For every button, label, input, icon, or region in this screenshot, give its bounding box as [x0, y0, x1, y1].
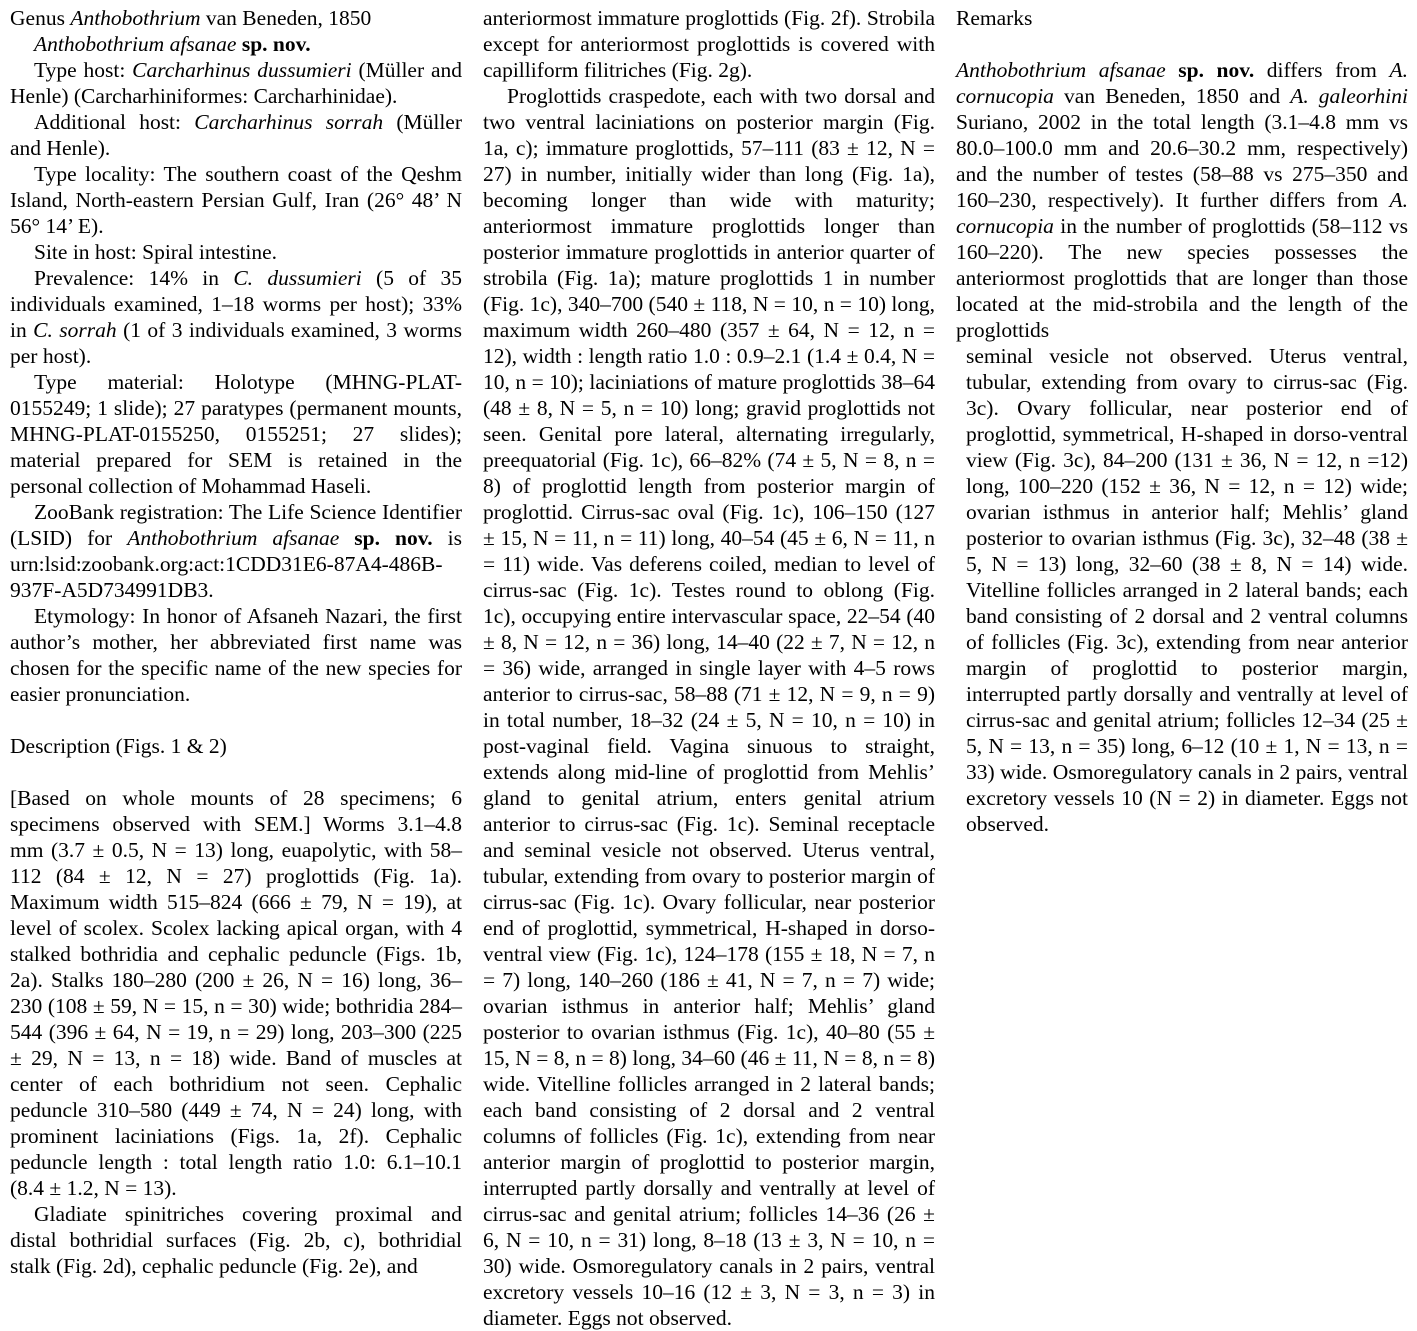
italic-text: A. galeorhini — [1290, 84, 1408, 108]
column-1 — [10, 5, 462, 1331]
paragraph: Type locality: The southern coast of the Qeshm Island, North-eastern Persian Gulf, Iran (26° 48’ N 56° 14’ E). — [10, 162, 462, 238]
italic-text: Carcharhinus dussumieri — [132, 58, 352, 82]
italic-text: Anthobothrium afsanae — [956, 58, 1166, 82]
blank-line — [10, 707, 462, 733]
paragraph: Proglottids craspedote, each with two dorsal and two ventral laciniations on posterior margin (Fig. 1a, c); immature proglottids, 57–111 (83 ± 12, N = 27) in number, initially wider than long (Fig. 1a), becoming longer than wide with maturity; anteriormost immature proglottids longer than posterior immature proglottids in anterior quarter of strobila (Fig. 1a); mature proglottids 1 in number (Fig. 1c), 340–700 (540 ± 118, N = 10, n = 10) long, maximum width 260–480 (357 ± 64, N = 12, n = 12), width : length ratio 1.0 : 0.9–2.1 (1.4 ± 0.4, N = 10, n = 10); laciniations of mature proglottids 38–64 (48 ± 8, N = 5, n = 10) long; gravid proglottids not seen. Genital pore lateral, alternating irregularly, preequatorial (Fig. 1c), 66–82% (74 ± 5, N = 8, n = 8) of proglottid length from posterior margin of proglottid. Cirrus-sac oval (Fig. 1c), 106–150 (127 ± 15, N = 11, n = 11) long, 40–54 (45 ± 6, N = 11, n = 11) wide. Vas deferens coiled, median to level of cirrus-sac (Fig. 1c). Testes round to oblong (Fig. 1c), occupying entire intervascular space, 22–54 (40 ± 8, N = 12, n = 36) long, 14–40 (22 ± 7, N = 12, n = 36) wide, arranged in single layer with 4–5 rows anterior to cirrus-sac, 58–88 (71 ± 12, N = 9, n = 9) in total number, 18–32 (24 ± 5, N = 10, n = 10) in post-vaginal field. Vagina sinuous to straight, extends along mid-line of proglottid from Mehlis’ gland to genital atrium, enters genital atrium anterior to cirrus-sac (Fig. 1c). Seminal receptacle and seminal vesicle not observed. Uterus ventral, tubular, extending from ovary to posterior margin of cirrus-sac (Fig. 1c). Ovary follicular, near posterior end of proglottid, symmetrical, H-shaped in dorso-ventral view (Fig. 1c), 124–178 (155 ± 18, N = 7, n = 7) long, 140–260 (186 ± 41, N = 7, n = 7) wide; ovarian isthmus in anterior half; Mehlis’ gland posterior to ovarian isthmus (Fig. 1c), 40–80 (55 ± 15, N = 8, n = 8) long, 34–60 (46 ± 11, N = 8, n = 8) wide. Vitelline follicles arranged in 2 lateral bands; each band consisting of 2 dorsal and 2 ventral columns of follicles (Fig. 1c), extending from near anterior margin of proglottid to posterior margin, interrupted partly dorsally and ventrally at level of cirrus-sac and genital atrium; follicles 14–36 (26 ± 6, N = 10, n = 31) long, 8–18 (13 ± 3, N = 10, n = 30) wide. Osmoregulatory canals in 2 pairs, ventral excretory vessels 10–16 (12 ± 3, N = 3, n = 3) in diameter. Eggs not observed. — [483, 84, 935, 1330]
italic-text: Anthobothrium — [70, 6, 201, 30]
section-heading: Description (Figs. 1 & 2) — [10, 734, 227, 758]
bold-text: sp. nov. — [354, 526, 433, 550]
paragraph: ZooBank registration: The Life Science Identifier (LSID) for Anthobothrium afsanae sp. nov. is urn:lsid:zoobank.org:act:1CDD31E6-87A4-486B-937F-A5D734991DB3. — [10, 500, 463, 602]
bold-text: sp. nov. — [241, 32, 311, 56]
paragraph: Etymology: In honor of Afsaneh Nazari, the first author’s mother, her abbreviated first name was chosen for the specific name of the new species for easier pronunciation. — [10, 604, 462, 706]
bold-text: sp. nov. — [1178, 58, 1255, 82]
paragraph — [10, 31, 462, 57]
italic-text: Anthobothrium afsanae — [34, 32, 237, 56]
blank-line — [10, 759, 462, 785]
paragraph: Gladiate spinitriches covering proximal and distal bothridial surfaces (Fig. 2b, c), bothridial stalk (Fig. 2d), cephalic peduncle (Fig. 2e), and — [10, 1202, 462, 1278]
paragraph: Anthobothrium afsanae sp. nov. differs from A. cornucopia van Beneden, 1850 and A. galeorhini Suriano, 2002 in the total length (3.1–4.8 mm vs 80.0–100.0 mm and 20.6–30.2 mm, respectively) and the number of testes (58–88 vs 275–350 and 160–230, respectively). It further differs from A. cornucopia in the number of proglottids (58–112 vs 160–220). The new species possesses the anteriormost proglottids that are longer than those located at the mid-strobila and the length of the proglottids — [956, 58, 1408, 342]
paragraph: Prevalence: 14% in C. dussumieri (5 of 35 individuals examined, 1–18 worms per host); 33% in C. sorrah (1 of 3 individuals examined, 3 worms per host). — [10, 266, 462, 368]
blank-line — [956, 31, 1408, 57]
paragraph: seminal vesicle not observed. Uterus ventral, tubular, extending from ovary to cirrus-sac (Fig. 3c). Ovary follicular, near posterior end of proglottid, symmetrical, H-shaped in dorso-ventral view (Fig. 3c), 84–200 (131 ± 36, N = 12, n =12) long, 100–220 (152 ± 36, N = 12, n = 12) wide; ovarian isthmus in anterior half; Mehlis’ gland posterior to ovarian isthmus (Fig. 3c), 32–48 (38 ± 5, N = 13) long, 32–60 (38 ± 8, N = 14) wide. Vitelline follicles arranged in 2 lateral bands; each band consisting of 2 dorsal and 2 ventral columns of follicles (Fig. 3c), extending from near anterior margin of proglottid to posterior margin, interrupted partly dorsally and ventrally at level of cirrus-sac and genital atrium; follicles 12–34 (25 ± 5, N = 13, n = 35) long, 6–12 (10 ± 1, N = 13, n = 33) wide. Osmoregulatory canals in 2 pairs, ventral excretory vessels 10 (N = 2) in diameter. Eggs not observed. — [966, 344, 1408, 836]
italic-text: Carcharhinus sorrah — [194, 110, 384, 134]
column-3 — [956, 5, 1408, 1331]
italic-text: A. cornucopia — [956, 188, 1408, 238]
italic-text: C. dussumieri — [233, 266, 362, 290]
section-heading: Remarks — [956, 6, 1033, 30]
italic-text: A. cornucopia — [956, 58, 1408, 108]
paragraph: Site in host: Spiral intestine. — [34, 240, 278, 264]
paragraph: Genus Anthobothrium van Beneden, 1850 — [10, 6, 372, 30]
italic-text: C. sorrah — [33, 318, 117, 342]
paragraph: [Based on whole mounts of 28 specimens; 6 specimens observed with SEM.] Worms 3.1–4.8 mm (3.7 ± 0.5, N = 13) long, euapolytic, with 58–112 (84 ± 12, N = 27) proglottids (Fig. 1a). Maximum width 515–824 (666 ± 79, N = 19), at level of scolex. Scolex lacking apical organ, with 4 stalked bothridia and cephalic peduncle (Figs. 1b, 2a). Stalks 180–280 (200 ± 26, N = 16) long, 36–230 (108 ± 59, N = 15, n = 30) wide; bothridia 284–544 (396 ± 64, N = 19, n = 29) long, 203–300 (225 ± 29, N = 13, n = 18) wide. Band of muscles at center of each bothridium not seen. Cephalic peduncle 310–580 (449 ± 74, N = 24) long, with prominent laciniations (Figs. 1a, 2f). Cephalic peduncle length : total length ratio 1.0: 6.1–10.1 (8.4 ± 1.2, N = 13). — [10, 786, 462, 1200]
italic-text: Anthobothrium afsanae — [127, 526, 340, 550]
paragraph: Type material: Holotype (MHNG-PLAT-0155249; 1 slide); 27 paratypes (permanent mounts, MHNG-PLAT-0155250, 0155251; 27 slides); material prepared for SEM is retained in the personal collection of Mohammad Haseli. — [10, 370, 462, 498]
paragraph: anteriormost immature proglottids (Fig. 2f). Strobila except for anteriormost proglottids is covered with capilliform filitriches (Fig. 2g). — [483, 6, 935, 82]
paragraph: Additional host: Carcharhinus sorrah (Müller and Henle). — [10, 110, 462, 160]
column-2 — [483, 5, 935, 1331]
paragraph: Type host: Carcharhinus dussumieri (Müller and Henle) (Carcharhiniformes: Carcharhinidae). — [10, 58, 462, 108]
